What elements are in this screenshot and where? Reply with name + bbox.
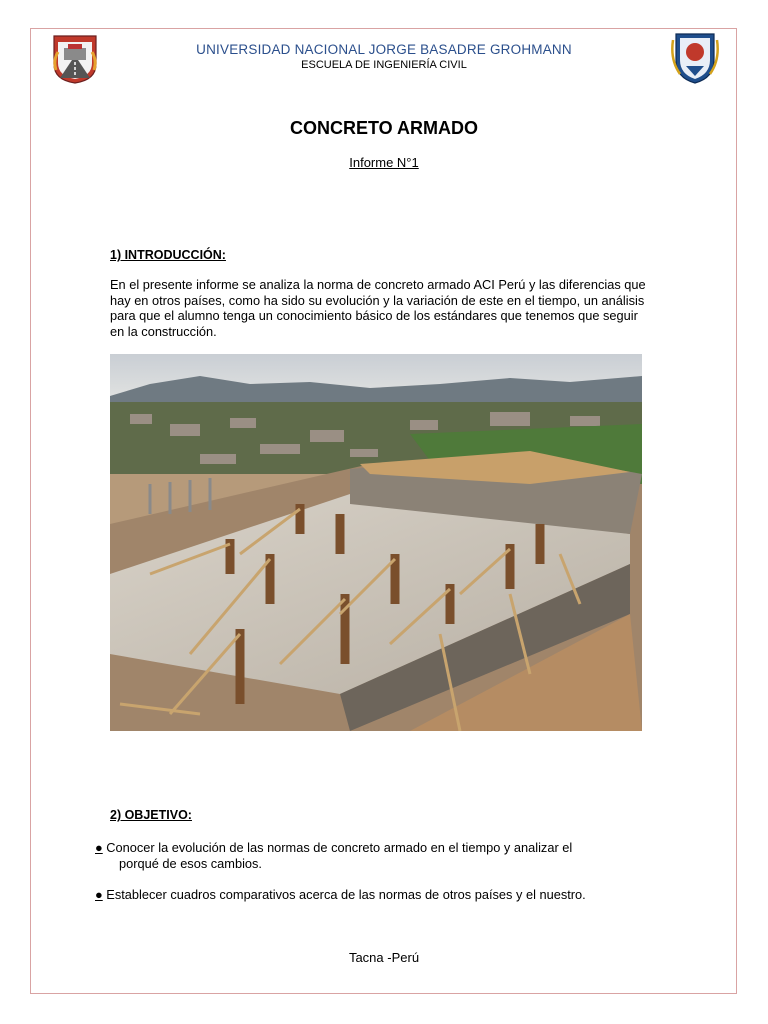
bullet-icon: ● [95, 840, 103, 855]
intro-heading: 1) INTRODUCCIÓN: [110, 248, 226, 262]
report-number: Informe N°1 [349, 155, 419, 170]
bullet-text: Establecer cuadros comparativos acerca de las normas de otros países y el nuestro. [106, 887, 586, 902]
bullet-text: Conocer la evolución de las normas de concreto armado en el tiempo y analizar el [106, 840, 573, 855]
university-seal [670, 30, 720, 84]
bullet-icon: ● [95, 887, 103, 902]
objective-bullet [95, 840, 660, 871]
university-name: UNIVERSIDAD NACIONAL JORGE BASADRE GROHMANN [196, 42, 572, 57]
objective-heading: 2) OBJETIVO: [110, 808, 192, 822]
construction-photo [110, 354, 642, 731]
intro-paragraph: En el presente informe se analiza la norma de concreto armado ACI Perú y las diferencias que hay en otros países, como ha sido su evolución y la variación de este en el tiempo, un análisis para que el alumno tenga un conocimiento básico de los estándares que tenemos que seguir en la construcción. [110, 277, 646, 339]
bullet-text-continuation: porqué de esos cambios. [119, 855, 262, 871]
engineering-logo [50, 30, 100, 84]
document-title: CONCRETO ARMADO [290, 118, 478, 138]
school-name: ESCUELA DE INGENIERÍA CIVIL [301, 59, 467, 71]
objective-bullet [95, 887, 660, 903]
footer-location: Tacna -Perú [348, 950, 420, 965]
